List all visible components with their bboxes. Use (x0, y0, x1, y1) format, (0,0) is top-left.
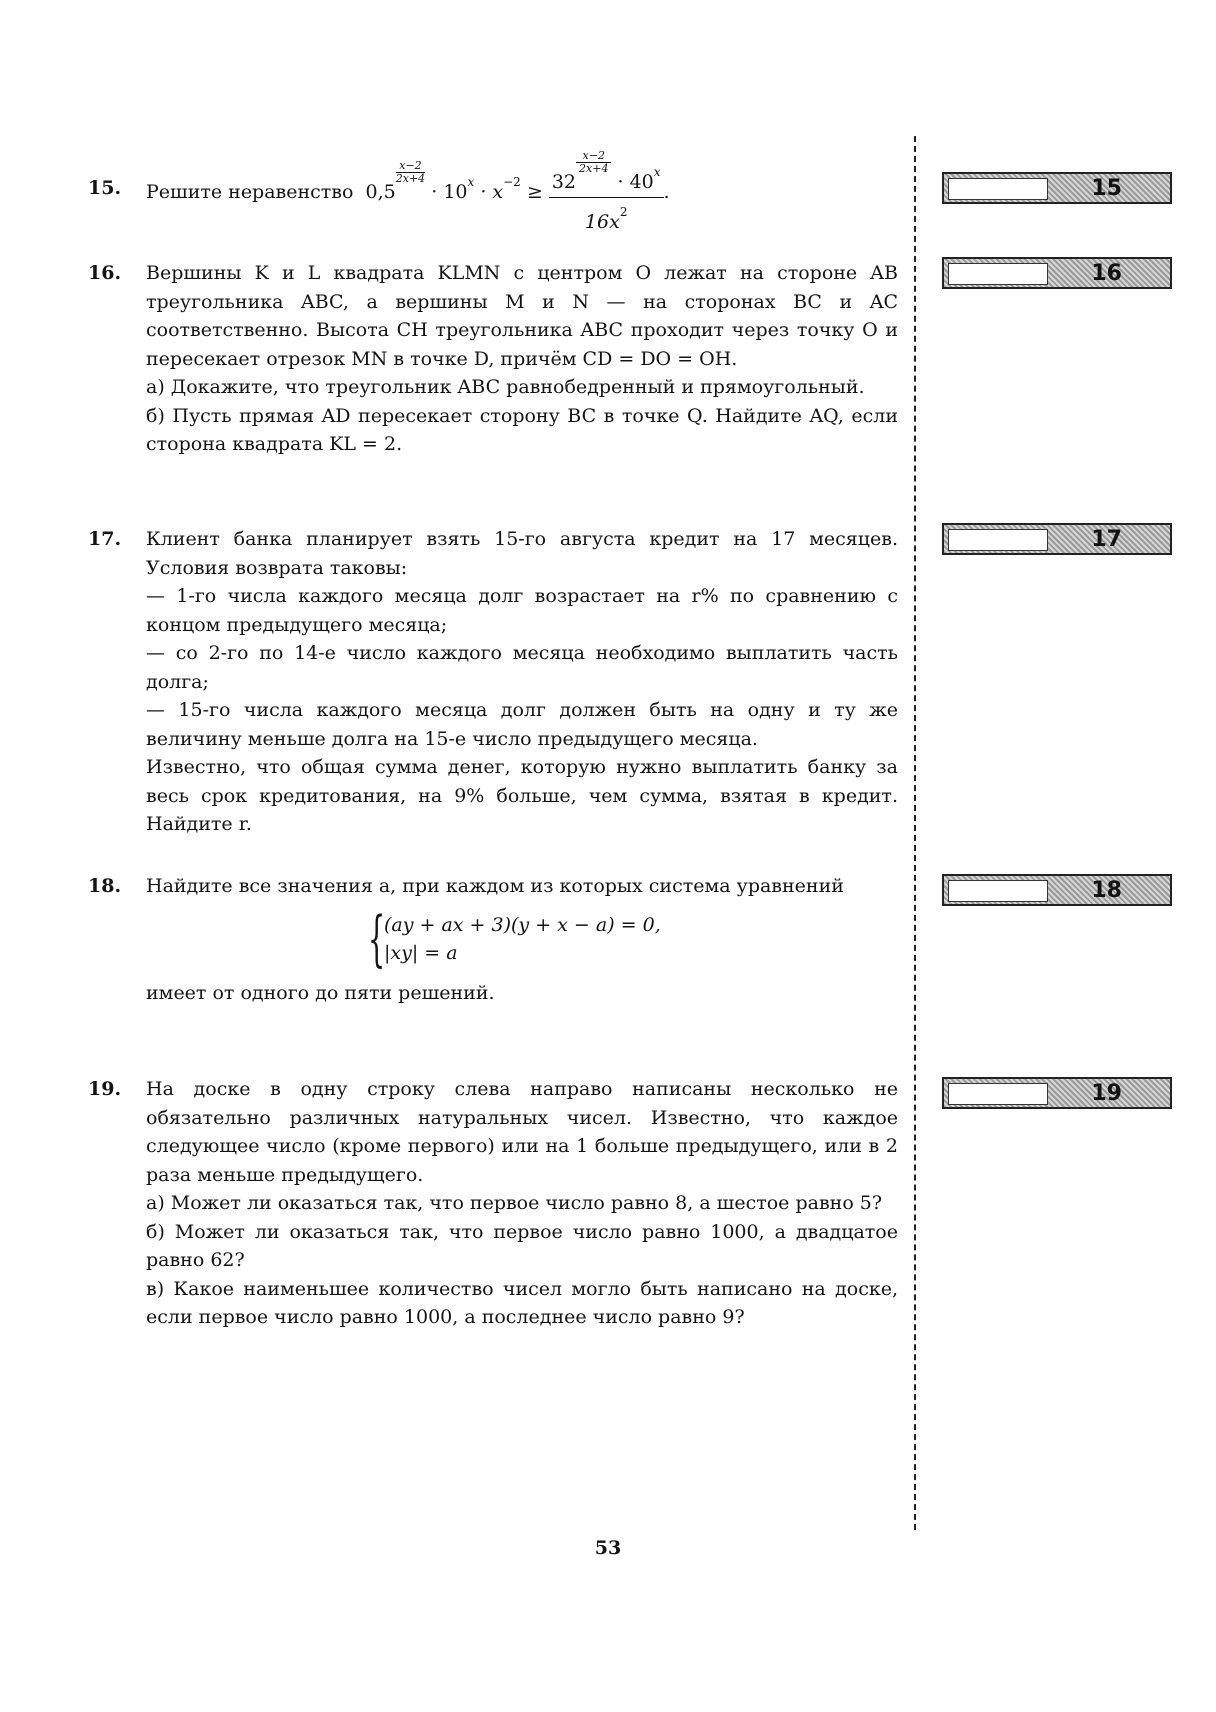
problem-17-condition-1: — 1-го числа каждого месяца долг возрастает на r% по сравнению с концом предыдущего месяца; (146, 585, 898, 636)
rhs-exponent-fraction (576, 150, 611, 175)
formula-sup-x: x (467, 175, 475, 189)
problem-18-intro: Найдите все значения a, при каждом из которых система уравнений (146, 875, 844, 897)
problem-17-question: Известно, что общая сумма денег, которую нужно выплатить банку за весь срок кредитования, на 9% больше, чем сумма, взятая в кредит. Найдите r. (146, 756, 898, 835)
rhs-denominator (549, 198, 664, 237)
rhs-fraction (549, 150, 664, 236)
problem-text (146, 872, 898, 1007)
answer-box-15 (942, 172, 1172, 204)
system-equation-2: |xy| = a (384, 941, 458, 964)
exponent-fraction (396, 160, 425, 185)
problem-text (146, 1075, 898, 1332)
answer-box-number: 15 (1091, 175, 1122, 201)
problem-17-condition-2: — со 2-го по 14-е число каждого месяца необходимо выплатить часть долга; (146, 642, 898, 693)
answer-field-19[interactable] (948, 1083, 1048, 1105)
rhs-numerator (549, 150, 664, 198)
answer-box-number: 19 (1091, 1080, 1122, 1106)
problem-18-outro: имеет от одного до пяти решений. (146, 981, 495, 1004)
rhs-exp-denominator: 2x+4 (579, 162, 609, 175)
system-equation-1: (ay + ax + 3)(y + x − a) = 0, (384, 913, 661, 936)
rhs-exp-numerator: x−2 (576, 150, 611, 163)
problem-15-text: Решите неравенство (146, 181, 354, 203)
problem-text (146, 259, 898, 459)
formula-base: 0,5 (365, 181, 396, 203)
formula-mul-x: · x (474, 181, 504, 203)
exponent-numerator: x−2 (396, 160, 425, 173)
formula-end: . (663, 181, 670, 203)
answer-box-number: 16 (1091, 260, 1122, 286)
system-lines (384, 911, 661, 967)
answer-field-18[interactable] (948, 880, 1048, 902)
problem-number: 15. (88, 177, 122, 199)
equation-system (368, 903, 898, 974)
problem-17-condition-3: — 15-го числа каждого месяца долг должен быть на одну и ту же величину меньше долга на 15-е число предыдущего месяца. (146, 699, 898, 750)
answer-field-16[interactable] (948, 263, 1048, 285)
problem-19-part-c: в) Какое наименьшее количество чисел могло быть написано на доске, если первое число равно 1000, а последнее число равно 9? (146, 1277, 898, 1328)
problem-text (146, 150, 898, 236)
rhs-den-sup: 2 (619, 204, 628, 219)
answer-box-number: 17 (1091, 526, 1122, 552)
answer-field-17[interactable] (948, 529, 1048, 551)
problem-number: 19. (88, 1078, 122, 1100)
answer-box-17 (942, 523, 1172, 555)
problem-19-part-b: б) Может ли оказаться так, что первое число равно 1000, а двадцатое равно 62? (146, 1220, 898, 1271)
answer-box-18 (942, 874, 1172, 906)
problem-16-part-b: б) Пусть прямая AD пересекает сторону BC в точке Q. Найдите AQ, если сторона квадрата KL = 2. (146, 404, 898, 455)
problem-19-statement: На доске в одну строку слева направо написаны несколько не обязательно различных натуральных чисел. Известно, что каждое следующее число (кроме первого) или на 1 больше предыдущего, или в 2 раза меньше предыдущего. (146, 1078, 898, 1186)
answer-box-16 (942, 257, 1172, 289)
formula-mid: · 10 (431, 181, 468, 203)
problem-text (146, 525, 898, 839)
answer-field-15[interactable] (948, 178, 1048, 200)
inequality-formula (360, 149, 670, 233)
rhs-num-base: 32 (551, 171, 577, 193)
page-number: 53 (594, 1537, 622, 1559)
answer-box-19 (942, 1077, 1172, 1109)
problem-19-part-a: а) Может ли оказаться так, что первое число равно 8, а шестое равно 5? (146, 1192, 883, 1214)
rhs-sup-x: x (653, 165, 661, 179)
problem-16-statement: Вершины K и L квадрата KLMN с центром O лежат на стороне AB треугольника ABC, а вершины M и N — на сторонах BC и AC соответственно. Высота CH треугольника ABC проходит через точку O и пересекает отрезок MN в точке D, причём CD = DO = OH. (146, 262, 898, 370)
problem-number: 16. (88, 262, 122, 284)
formula-geq: ≥ (526, 181, 543, 203)
dashed-cut-line (914, 136, 916, 1530)
rhs-den-text: 16x (584, 210, 620, 233)
exponent-denominator: 2x+4 (395, 172, 426, 185)
problem-16-part-a: а) Докажите, что треугольник ABC равнобедренный и прямоугольный. (146, 376, 865, 398)
answer-box-number: 18 (1091, 877, 1122, 903)
formula-sup-neg2: −2 (503, 175, 521, 189)
problem-17-intro: Клиент банка планирует взять 15-го августа кредит на 17 месяцев. Условия возврата таковы: (146, 528, 898, 579)
problem-number: 18. (88, 875, 122, 897)
system-brace: { (368, 903, 386, 974)
rhs-num-rest: · 40 (611, 171, 654, 193)
problem-number: 17. (88, 528, 122, 550)
